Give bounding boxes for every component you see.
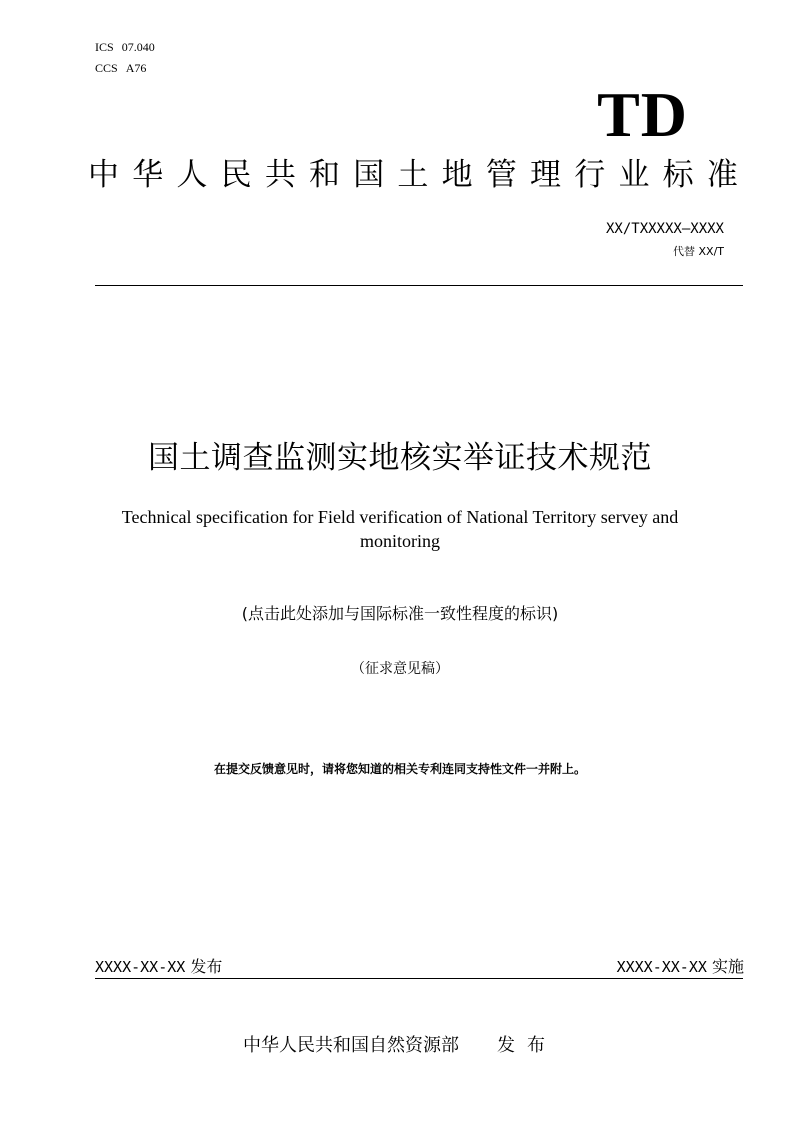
publish-date: XXXX-XX-XX: [95, 958, 186, 976]
issuer-name: 中华人民共和国自然资源部: [243, 1035, 459, 1056]
ccs-code: A76: [125, 61, 147, 75]
footer-divider: [95, 978, 743, 979]
standard-type-char: 中: [88, 157, 119, 193]
draft-status: （征求意见稿）: [351, 661, 449, 677]
standard-type-char: 业: [618, 157, 650, 193]
standard-type-char: 民: [220, 157, 252, 193]
standard-type-char: 标: [662, 157, 694, 193]
standard-type-char: 管: [485, 157, 517, 193]
patent-notice: 在提交反馈意见时，请将您知道的相关专利连同支持性文件一并附上。: [213, 762, 586, 776]
standard-type-char: 和: [309, 157, 341, 193]
standard-type-char: 人: [176, 157, 208, 193]
standard-type-char: 国: [353, 157, 385, 193]
standard-type-heading: [88, 154, 738, 196]
publish-date-block: [95, 956, 222, 978]
ccs-classification: [95, 61, 146, 75]
ics-classification: [95, 40, 155, 54]
implement-date-block: [617, 956, 744, 978]
title-chinese: 国土调查监测实地核实举证技术规范: [148, 440, 652, 476]
ccs-label: CCS: [95, 61, 118, 75]
standard-type-char: 共: [264, 157, 296, 193]
standard-type-char: 地: [441, 157, 473, 193]
ics-code: 07.040: [121, 40, 155, 54]
issuer-line: [0, 1033, 800, 1059]
replaces-note: 代替 XX/T: [673, 245, 724, 258]
publish-label: 发布: [190, 957, 223, 976]
title-english: Technical specification for Field verification of National Territory servey and monitoring: [121, 507, 679, 551]
issue-action: 发布: [497, 1035, 557, 1056]
standard-type-char: 理: [530, 157, 562, 193]
standard-type-char: 土: [397, 157, 429, 193]
implement-date: XXXX-XX-XX: [616, 958, 707, 976]
standard-type-char: 行: [574, 157, 606, 193]
standard-type-char: 华: [132, 157, 164, 193]
header-divider: [95, 285, 743, 286]
implement-label: 实施: [711, 957, 744, 976]
td-standard-mark: TD: [597, 79, 688, 150]
standard-type-char: 准: [706, 157, 738, 193]
standard-code: XX/TXXXXX—XXXX: [605, 221, 724, 237]
consistency-marker-link[interactable]: (点击此处添加与国际标准一致性程度的标识): [241, 604, 559, 623]
ics-label: ICS: [95, 40, 114, 54]
